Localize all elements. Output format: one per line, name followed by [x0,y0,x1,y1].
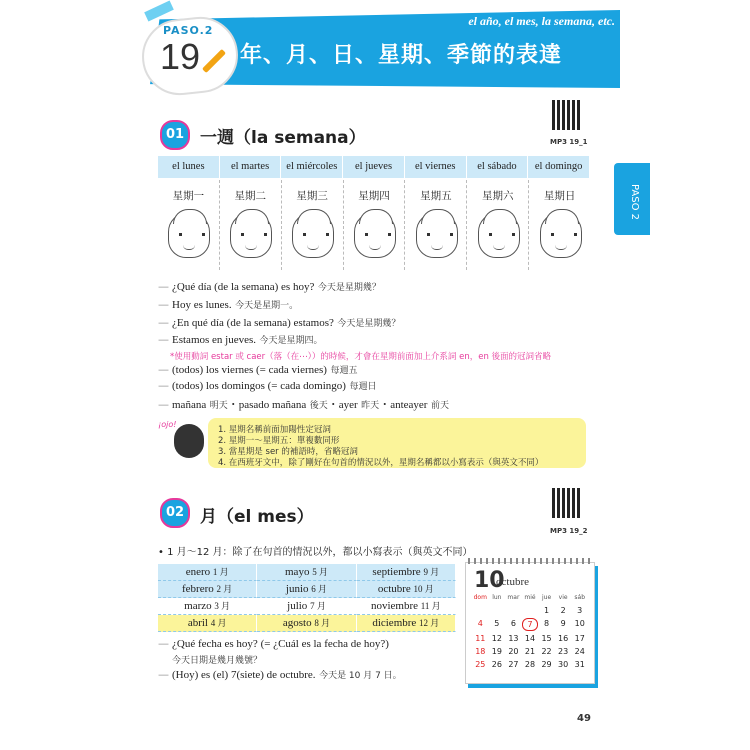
calendar-day: 4 [477,619,483,628]
calendar-day: 9 [560,619,566,628]
section-number-01: 01 [160,120,190,150]
calendar-day: 29 [541,660,552,669]
weekday-zh: 星期六 [481,190,514,202]
calendar-day [472,605,489,616]
calendar-day: 13 [508,634,519,643]
calendar-day-name: jue [541,594,552,601]
tape-decoration [144,1,174,22]
qr-code-icon[interactable] [552,488,582,518]
calendar-day: 16 [558,634,569,643]
weekday-es: el viernes [405,156,467,178]
table-row: marzo 3 月 julio 7 月 noviembre 11 月 [158,598,456,615]
example-line: — ¿Qué fecha es hoy? (= ¿Cuál es la fecha de hoy?) [158,637,389,650]
calendar-day: 25 [475,660,486,669]
weekday-es: el sábado [467,156,529,178]
calendar-day: 30 [558,660,569,669]
mp3-label: MP3 19_2 [550,527,588,535]
side-tab-label: PASO 2 [629,184,640,220]
calendar-day-name: mié [524,594,536,601]
calendar-day-name: mar [507,594,520,601]
header-subtitle: el año, el mes, la semana, etc. [468,14,615,28]
calendar-day [522,605,539,616]
weekday-zh: 星期日 [543,190,576,202]
weekday-es: el martes [220,156,282,178]
weekday-zh: 星期一 [172,190,205,202]
calendar-day: 8 [544,619,550,628]
weekday-es: el miércoles [281,156,343,178]
calendar-day: 7 [522,618,539,631]
weekday-zh: 星期四 [358,190,390,202]
calendar-day: 11 [475,634,486,643]
calendar-binding [468,558,590,564]
section-number-02: 02 [160,498,190,528]
face-illustration [478,212,520,258]
face-illustration [354,212,396,258]
calendar-month-number: 10 [474,568,505,593]
section-title-month: 月（el mes） [200,507,314,527]
calendar-day: 26 [491,660,502,669]
calendar-day: 27 [508,660,519,669]
calendar-day: 12 [491,634,502,643]
example-line: — (todos) los viernes (= cada viernes) 每週五 [158,363,358,376]
weekday-zh: 星期三 [296,190,328,202]
calendar-day: 14 [524,634,536,643]
section-title-week: 一週（la semana） [200,128,366,148]
example-line: — Hoy es lunes. 今天是星期一。 [158,298,299,311]
calendar-day: 19 [491,647,502,656]
table-row: enero 1 月 mayo 5 月 septiembre 9 月 [158,564,456,581]
calendar-day-name: sáb [574,594,586,601]
weekday-zh: 星期五 [420,190,452,202]
weekday-header-row [158,156,590,178]
grammar-note: *使用動詞 estar 或 caer（落（在⋯））的時候，才會在星期前面加上介系詞 en，en 後面的冠詞省略 [170,352,552,362]
calendar-day: 5 [494,619,500,628]
calendar-day: 17 [574,634,585,643]
weekday-es: el domingo [528,156,590,178]
calendar-day [489,605,506,616]
qr-code-icon[interactable] [552,100,582,130]
page-title: 年、月、日、星期、季節的表達 [240,43,563,68]
calendar-day: 24 [574,647,585,656]
example-line: — (Hoy) es (el) 7(siete) de octubre. 今天是 10 月 7 日。 [158,668,402,681]
example-line: — ¿Qué día (de la semana) es hoy? 今天是星期幾？ [158,280,381,293]
example-line: — Estamos en jueves. 今天是星期四。 [158,333,323,346]
weekday-faces-row [158,180,590,270]
calendar-day: 23 [558,647,569,656]
face-illustration [540,212,582,258]
calendar-day: 22 [541,647,552,656]
example-line: — (todos) los domingos (= cada domingo) 每週日 [158,379,377,392]
example-line: — ¿En qué día (de la semana) estamos? 今天是星期幾？ [158,316,401,329]
example-line: — mañana 明天・pasado mañana 後天・ayer 昨天・anteayer 前天 [158,398,449,411]
example-translation: 今天日期是幾月幾號？ [172,656,263,666]
calendar-grid [472,592,588,670]
month-bullet: • 1 月～12 月：除了在句首的情況以外，都以小寫表示（與英文不同） [158,547,473,558]
calendar-day: 18 [475,647,486,656]
weekday-es: el jueves [343,156,405,178]
calendar-day: 20 [508,647,519,656]
face-illustration [168,212,210,258]
calendar-day: 10 [574,619,585,628]
paso-label: PASO.2 [163,24,214,37]
months-table [158,564,456,632]
teacher-avatar [174,424,204,458]
page-number: 49 [577,713,591,724]
calendar-day [505,605,522,616]
face-illustration [292,212,334,258]
calendar-day: 28 [524,660,536,669]
calendar-day: 6 [510,619,516,628]
calendar-day: 1 [544,606,550,615]
calendar-day: 31 [574,660,585,669]
tip-item: 3. 當星期是 ser 的補語時，省略冠詞 [218,447,358,457]
face-illustration [230,212,272,258]
calendar-day-name: lun [492,594,502,601]
calendar-day-name: dom [473,594,487,601]
table-row: febrero 2 月 junio 6 月 octubre 10 月 [158,581,456,598]
calendar-day: 15 [541,634,552,643]
calendar-day: 2 [560,606,566,615]
mp3-label: MP3 19_1 [550,138,588,146]
calendar-month-name: octubre [496,576,529,588]
tip-item: 2. 星期一～星期五：單複數同形 [218,436,340,446]
calendar-day: 21 [524,647,536,656]
weekday-es: el lunes [158,156,220,178]
calendar-day-name: vie [558,594,568,601]
table-row: abril 4 月 agosto 8 月 diciembre 12 月 [158,615,456,632]
tip-item: 1. 星期名稱前面加陽性定冠詞 [218,425,331,435]
lesson-number: 19 [160,36,201,77]
calendar-day: 3 [577,606,583,615]
tip-item: 4. 在西班牙文中，除了剛好在句首的情況以外，星期名稱都以小寫表示（與英文不同） [218,458,544,468]
weekday-zh: 星期二 [234,190,267,202]
ojo-tag: ¡ojo! [158,420,177,429]
face-illustration [416,212,458,258]
